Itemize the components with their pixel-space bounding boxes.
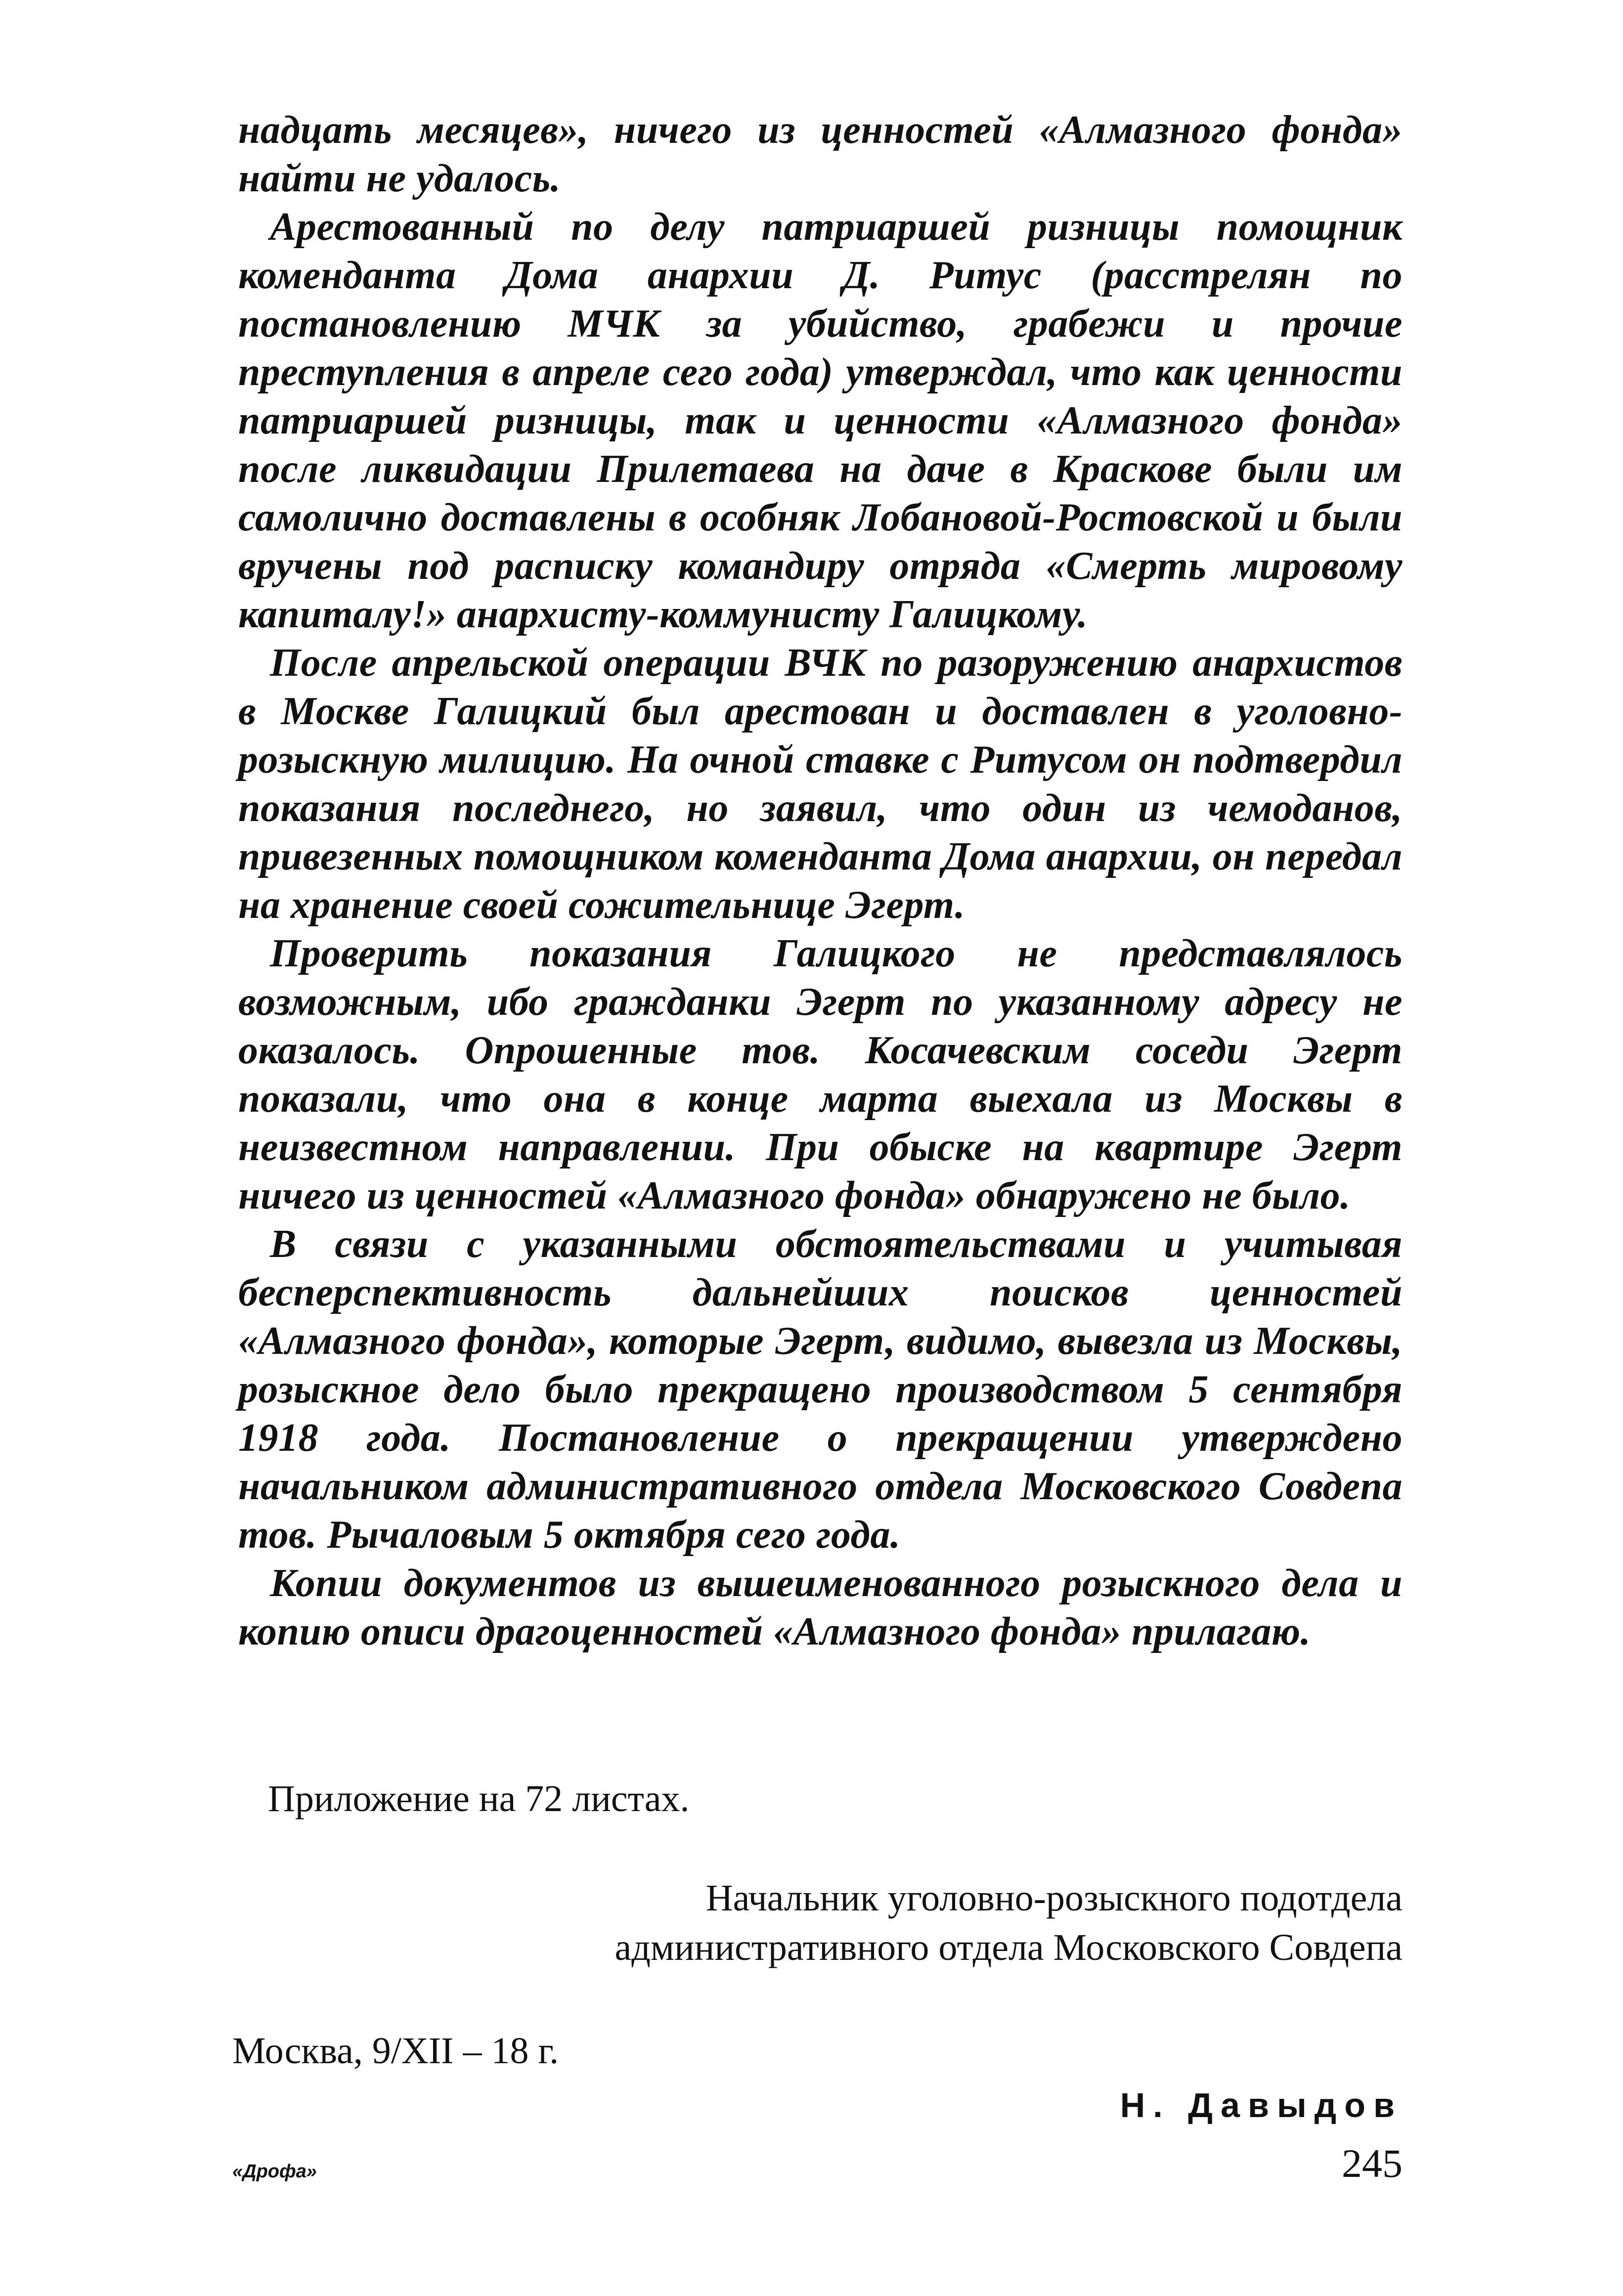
attachment-note: Приложение на 72 листах. — [268, 1778, 690, 1819]
signer-name: Н. Давыдов — [1120, 2086, 1403, 2124]
place-date: Москва, 9/XII – 18 г. — [232, 2030, 559, 2072]
publisher-mark: «Дрофа» — [232, 2161, 317, 2182]
paragraph-copies-attached: Копии документов из вышеименованного розыскного дела и копию описи драгоценностей «Алмазного фонда» прилагаю. — [238, 1561, 1403, 1653]
body-text — [238, 106, 1403, 1656]
paragraph-egert-search: Проверить показания Галицкого не представлялось возможным, ибо гражданки Эгерт по указанному адресу не оказалось. Опрошенные тов. Косачевским соседи Эгерт показали, что она в конце марта выехала из Москвы в неизвестном направлении. При обыске на квартире Эгерт ничего из ценностей «Алмазного фонда» обнаружено не было. — [238, 932, 1403, 1217]
paragraph-ritus-testimony: Арестованный по делу патриаршей ризницы помощник коменданта Дома анархии Д. Ритус (расстрелян по постановлению МЧК за убийство, грабежи и прочие преступления в апреле сего года) утверждал, что как ценности патриаршей ризницы, так и ценности «Алмазного фонда» после ликвидации Прилетаева на даче в Краскове были им самолично доставлены в особняк Лобановой-Ростовской и были вручены под расписку командиру отряда «Смерть мировому капиталу!» анархисту-коммунисту Галицкому. — [238, 205, 1403, 636]
signer-title — [614, 1873, 1403, 1972]
paragraph-galitsky-arrest: После апрельской операции ВЧК по разоружению анархистов в Москве Галицкий был арестован и доставлен в уголовно-розыскную милицию. На очной ставке с Ритусом он подтвердил показания последнего, но заявил, что один из чемоданов, привезенных помощником коменданта Дома анархии, он передал на хранение своей сожительнице Эгерт. — [238, 641, 1403, 927]
page-number: 245 — [1342, 2141, 1403, 2186]
signer-title-line: административного отдела Московского Совдепа — [614, 1927, 1403, 1968]
paragraph-case-closed: В связи с указанными обстоятельствами и учитывая бесперспективность дальнейших поисков ценностей «Алмазного фонда», которые Эгерт, видимо, вывезла из Москвы, розыскное дело было прекращено производством 5 сентября 1918 года. Постановление о прекращении утверждено начальником административного отдела Московского Совдепа тов. Рычаловым 5 октября сего года. — [238, 1222, 1403, 1557]
signer-title-line: Начальник уголовно-розыскного подотдела — [705, 1877, 1403, 1919]
paragraph-continuation: надцать месяцев», ничего из ценностей «Алмазного фонда» найти не удалось. — [238, 108, 1403, 200]
